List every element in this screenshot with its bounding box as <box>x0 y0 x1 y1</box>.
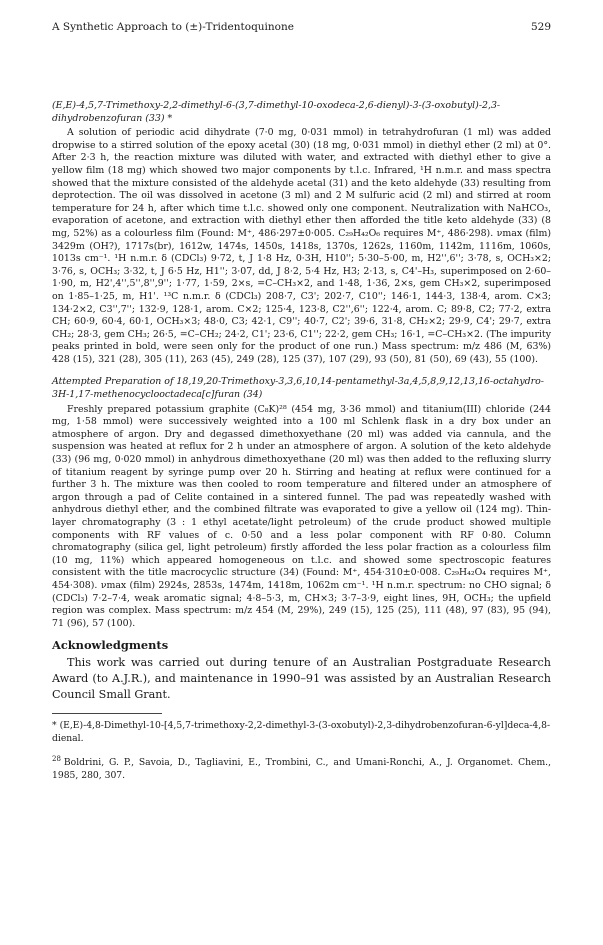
compound-34-heading: Attempted Preparation of 18,19,20-Trimethoxy-3,3,6,10,14-pentamethyl-3a,4,5,8,9,12,13,16-octahydro-3H-1,17-methenocyclooctadeca[c]furan (34) <box>52 376 544 401</box>
footnote-star-text: (E,E)-4,8-Dimethyl-10-[4,5,7-trimethoxy-2,2-dimethyl-3-(3-oxobutyl)-2,3-dihydrobenzofuran-6-yl]deca-4,8-dienal. <box>52 720 551 744</box>
compound-34-section <box>52 376 551 630</box>
footnote-star <box>52 720 551 745</box>
footnote-reference-28 <box>52 753 551 782</box>
compound-33-heading: (E,E)-4,5,7-Trimethoxy-2,2-dimethyl-6-(3,7-dimethyl-10-oxodeca-2,6-dienyl)-3-(3-oxobutyl)-2,3-dihydrobenzofuran (33) * <box>52 100 501 124</box>
footnote-star-mark: * <box>52 720 57 732</box>
compound-33-procedure: A solution of periodic acid dihydrate (7·0 mg, 0·031 mmol) in tetrahydrofuran (1 ml) was added dropwise to a stirred solution of the epoxy acetal (30) (18 mg, 0·031 mmol) in diethyl ether (2 ml) at 0°. After 2·3 h, the reaction mixture was diluted with water, and extracted with diethyl ether to give a yellow film (18 mg) which showed two major components by t.l.c. Infrared, ¹H n.m.r. and mass spectra showed that the mixture consisted of the aldehyde acetal (31) and the keto aldehyde (33) resulting from deprotection. The oil was dissolved in acetone (3 ml) and 2 M sulfuric acid (2 ml) and stirred at room temperature for 24 h, after which time t.l.c. showed only one component. Neutralization with NaHCO₃, evaporation of acetone, and extraction with diethyl ether then afforded the title keto aldehyde (33) (8 mg, 52%) as a colourless film (Found: M⁺, 486·297±0·005. C₂₉H₄₂O₆ requires M⁺, 486·298). νmax (film) 3429m (OH?), 1717s(br), 1612w, 1474s, 1450s, 1418s, 1370s, 1262s, 1160m, 1142m, 1116m, 1060s, 1013s cm⁻¹. ¹H n.m.r. δ (CDCl₃) 9·72, t, J 1·8 Hz, 0·3H, H10''; 5·30–5·00, m, H2'',6''; 3·78, s, OCH₃×2; 3·76, s, OCH₃; 3·32, t, J 6·5 Hz, H1''; 3·07, dd, J 8·2, 5·4 Hz, H3; 2·13, s, C4'–H₃, superimposed on 2·60–1·90, m, H2',4'',5'',8'',9''; 1·77, 1·59, 2×s, =C–CH₃×2, and 1·48, 1·36, 2×s, gem CH₃×2, superimposed on 1·85–1·25, m, H1'. ¹³C n.m.r. δ (CDCl₃) 208·7, C3'; 202·7, C10''; 146·1, 144·3, 138·4, arom. C×3; 134·2×2, C3'',7''; 132·9, 128·1, arom. C×2; 125·4, 123·8, C2'',6''; 122·4, arom. C; 89·8, C2; 77·2, extra CH; 60·9, 60·4, 60·1, OCH₃×3; 48·0, C3; 42·1, C9''; 40·7, C2'; 39·6, 31·8, CH₂×2; 29·9, C4'; 29·7, extra CH₂; 28·3, gem CH₃; 26·5, =C–CH₂; 24·2, C1'; 23·6, C1''; 22·2, gem CH₃; 16·1, =C–CH₃×2. (The impurity peaks printed in bold, were seen only for the product of one run.) Mass spectrum: m/z 486 (M, 63%) 428 (15), 321 (28), 305 (11), 263 (45), 249 (28), 125 (37), 107 (29), 93 (50), 81 (50), 69 (43), 55 (100). <box>52 127 551 365</box>
running-head <box>52 20 551 34</box>
compound-34-procedure: Freshly prepared potassium graphite (C₈K)²⁸ (454 mg, 3·36 mmol) and titanium(III) chloride (244 mg, 1·58 mmol) were successively weighted into a 100 ml Schlenk flask in a dry box under an atmosphere of argon. Dry and degassed dimethoxyethane (20 ml) was added via cannula, and the suspension was heated at reflux for 2 h under an atmosphere of argon. A solution of the keto aldehyde (33) (96 mg, 0·020 mmol) in anhydrous dimethoxyethane (20 ml) was then added to the refluxing slurry of titanium reagent by syringe pump over 20 h. Stirring and heating at reflux were continued for a further 3 h. The mixture was then cooled to room temperature and filtered under an atmosphere of argon through a pad of Celite contained in a sintered funnel. The pad was repeatedly washed with anhydrous diethyl ether, and the combined filtrate was evaporated to give a yellow oil (124 mg). Thin-layer chromatography (3 : 1 ethyl acetate/light petroleum) of the crude product showed multiple components with RF values of c. 0·50 and a less polar component with RF 0·80. Column chromatography (silica gel, light petroleum) firstly afforded the less polar fraction as a colourless film (10 mg, 11%) which appeared homogeneous on t.l.c. and showed some spectroscopic features consistent with the title macrocyclic structure (34) (Found: M⁺, 454·310±0·008. C₂₉H₄₂O₄ requires M⁺, 454·308). νmax (film) 2924s, 2853s, 1474m, 1418m, 1062m cm⁻¹. ¹H n.m.r. spectrum: no CHO signal; δ (CDCl₃) 7·2–7·4, weak aromatic signal; 4·8–5·3, m, CH×3; 3·7–3·9, eight lines, 9H, OCH₃; the upfield region was complex. Mass spectrum: m/z 454 (M, 29%), 249 (15), 125 (25), 111 (48), 97 (83), 95 (94), 71 (96), 57 (100). <box>52 403 551 629</box>
acknowledgments-title: Acknowledgments <box>52 638 169 653</box>
page-number: 529 <box>530 21 551 33</box>
reference-text: Boldrini, G. P., Savoia, D., Tagliavini, E., Trombini, C., and Umani-Ronchi, A., J. Organomet. Chem., 1985, 280, 307. <box>52 757 551 781</box>
acknowledgments-text: This work was carried out during tenure of an Australian Postgraduate Research Award (to A.J.R.), and maintenance in 1990–91 was assisted by an Australian Research Council Small Grant. <box>52 656 551 702</box>
section-gap <box>52 366 551 376</box>
footnote-rule <box>52 713 162 714</box>
acknowledgments-section <box>52 638 551 703</box>
running-title: A Synthetic Approach to (±)-Tridentoquinone <box>52 21 294 33</box>
compound-33-section <box>52 100 551 366</box>
reference-number: 28 <box>52 755 61 764</box>
